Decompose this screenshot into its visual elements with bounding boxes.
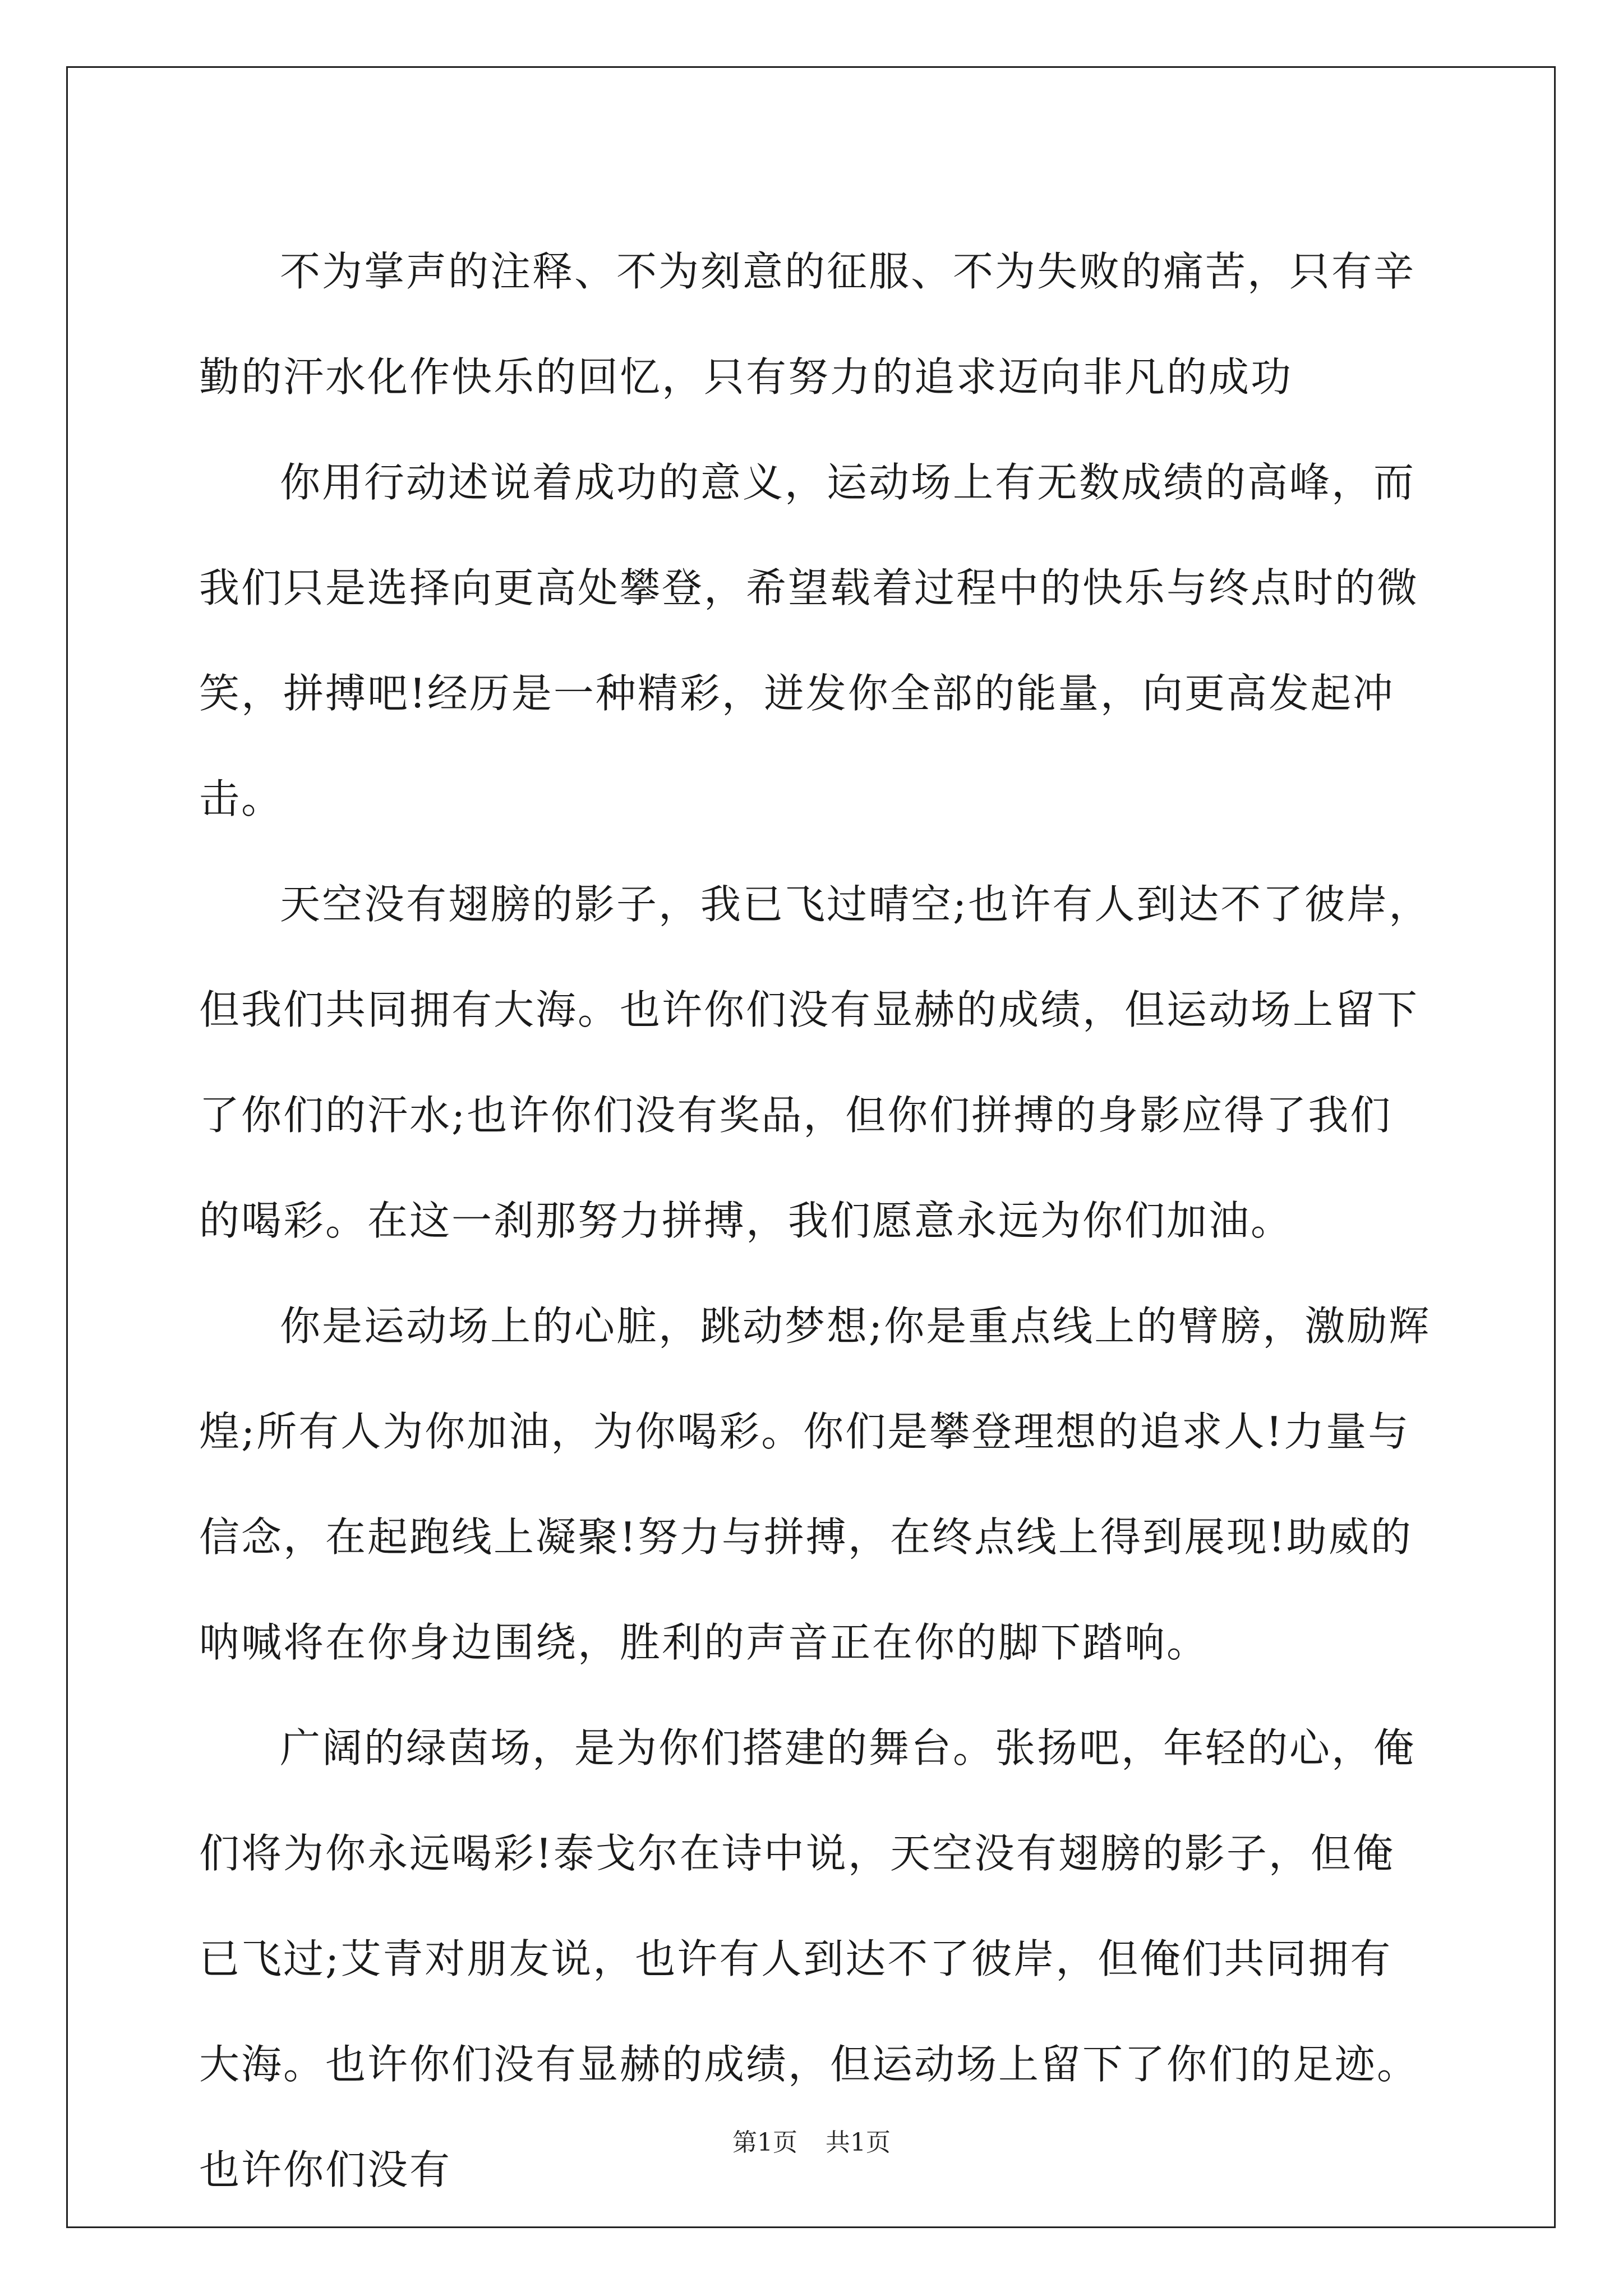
page-number-total: 共1页: [826, 2128, 891, 2157]
page-number-current: 第1页: [732, 2128, 797, 2157]
paragraph-1: 不为掌声的注释、不为刻意的征服、不为失败的痛苦，只有辛勤的汗水化作快乐的回忆，只有努力的追求迈向非凡的成功: [199, 248, 1416, 401]
paragraph-2: 你用行动述说着成功的意义，运动场上有无数成绩的高峰，而我们只是选择向更高处攀登，希望载着过程中的快乐与终点时的微笑，拼搏吧!经历是一种精彩，迸发你全部的能量，向更高发起冲击。: [199, 459, 1419, 822]
paragraph-3: 天空没有翅膀的影子，我已飞过晴空;也许有人到达不了彼岸，但我们共同拥有大海。也许你们没有显赫的成绩，但运动场上留下了你们的汗水;也许你们没有奖品，但你们拼搏的身影应得了我们的喝彩。在这一刹那努力拼搏，我们愿意永远为你们加油。: [199, 881, 1431, 1244]
paragraph-4: 你是运动场上的心脏，跳动梦想;你是重点线上的臂膀，激励辉煌;所有人为你加油，为你喝彩。你们是攀登理想的追求人!力量与信念，在起跑线上凝聚!努力与拼搏，在终点线上得到展现!助威的呐喊将在你身边围绕，胜利的声音正在你的脚下踏响。: [199, 1303, 1431, 1666]
document-body: [199, 219, 1433, 2223]
page-footer: [0, 2126, 1623, 2160]
paragraph-5: 广阔的绿茵场，是为你们搭建的舞台。张扬吧，年轻的心，俺们将为你永远喝彩!泰戈尔在诗中说，天空没有翅膀的影子，但俺已飞过;艾青对朋友说，也许有人到达不了彼岸，但俺们共同拥有大海。也许你们没有显赫的成绩，但运动场上留下了你们的足迹。也许你们没有: [199, 1724, 1419, 2193]
